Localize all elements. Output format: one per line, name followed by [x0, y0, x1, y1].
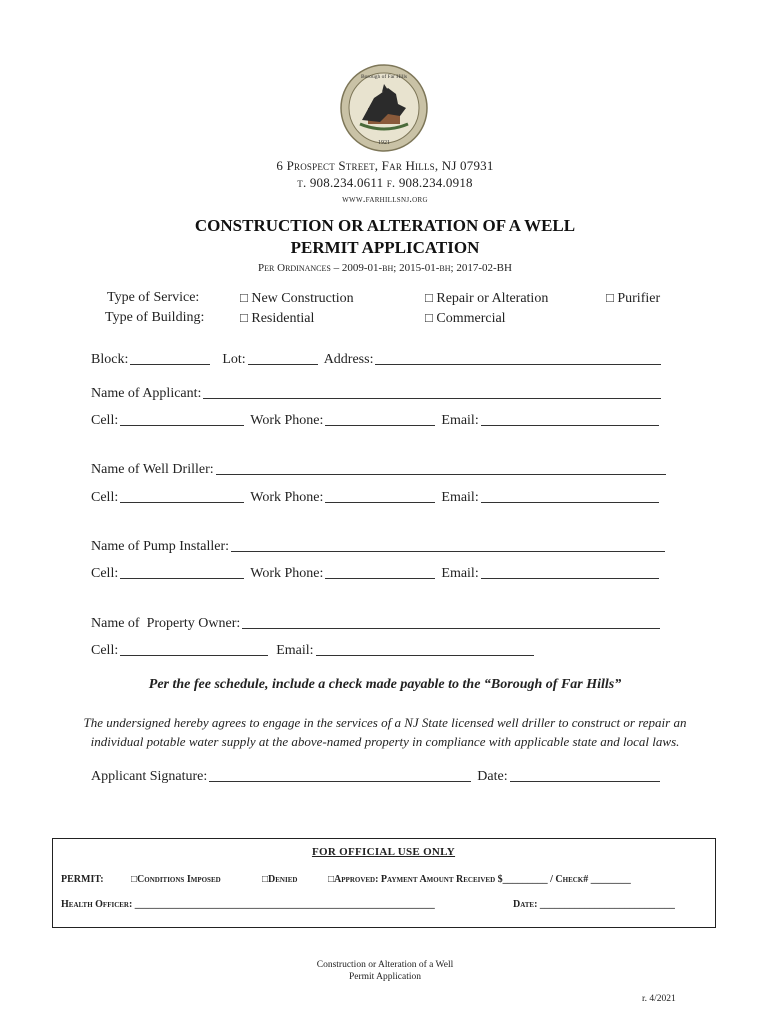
owner-cell-field[interactable] — [120, 641, 268, 656]
form-subtitle: PERMIT APPLICATION — [290, 238, 480, 257]
driller-name-field[interactable] — [216, 460, 666, 475]
property-owner-label: Name of Property Owner: — [91, 616, 241, 631]
option-new-construction[interactable] — [240, 290, 354, 307]
cell-label: Cell: — [91, 490, 119, 505]
option-commercial[interactable] — [425, 310, 506, 327]
applicant-label: Name of Applicant: — [91, 386, 202, 401]
option-label: Commercial — [436, 311, 506, 326]
revision-date: r. 4/2021 — [642, 994, 676, 1004]
signature-field[interactable] — [209, 767, 471, 782]
email-label: Email: — [441, 566, 479, 581]
phone-line: t. 908.234.0611 f. 908.234.0918 — [297, 175, 473, 190]
driller-email-field[interactable] — [481, 488, 659, 503]
email-label: Email: — [276, 643, 314, 658]
agreement-line-1: The undersigned hereby agrees to engage in the services of a NJ State licensed well driller to construct or repair an — [83, 715, 687, 730]
block-label: Block: — [91, 352, 129, 367]
pump-installer-name-field[interactable] — [231, 537, 665, 552]
footer-subtitle: Permit Application — [348, 972, 422, 982]
approved-checkbox[interactable]: □Approved: Payment Amount Received $_________ / Check# ________ — [328, 874, 631, 885]
option-label: Residential — [251, 311, 315, 326]
lot-label: Lot: — [222, 352, 246, 367]
block-lot-address-row — [91, 350, 667, 368]
applicant-cell-field[interactable] — [120, 411, 244, 426]
date-label: Date: — [477, 769, 508, 784]
owner-contact-row — [91, 641, 540, 659]
driller-row — [91, 460, 672, 478]
pump-installer-label: Name of Pump Installer: — [91, 539, 230, 554]
option-residential[interactable] — [240, 310, 314, 327]
pump-row — [91, 537, 671, 555]
pump-cell-field[interactable] — [120, 564, 244, 579]
applicant-name-field[interactable] — [203, 384, 661, 399]
checkbox-icon[interactable]: □ — [240, 310, 248, 325]
pump-contact-row — [91, 564, 665, 582]
ordinances-line: Per Ordinances – 2009-01-bh; 2015-01-bh; 2017-02-BH — [258, 262, 512, 274]
lot-field[interactable] — [248, 350, 318, 365]
official-use-box — [52, 838, 716, 928]
seal-name: Borough of Far Hills — [361, 74, 407, 80]
footer-title: Construction or Alteration of a Well — [316, 960, 454, 970]
type-of-service-label: Type of Service: — [107, 290, 200, 305]
owner-row — [91, 614, 666, 632]
fee-instruction: Per the fee schedule, include a check made payable to the “Borough of Far Hills” — [148, 677, 622, 692]
borough-seal-logo — [340, 64, 428, 152]
applicant-row — [91, 384, 667, 402]
official-use-title: FOR OFFICIAL USE ONLY — [311, 846, 456, 858]
signature-row — [91, 767, 666, 785]
cell-label: Cell: — [91, 413, 119, 428]
pump-email-field[interactable] — [481, 564, 659, 579]
driller-contact-row — [91, 488, 665, 506]
pump-work-phone-field[interactable] — [325, 564, 435, 579]
official-date-line[interactable]: Date: ___________________________ — [513, 899, 675, 910]
checkbox-icon[interactable]: □ — [240, 290, 248, 305]
health-officer-line[interactable]: Health Officer: ____________________________________________________________ — [61, 899, 435, 910]
driller-label: Name of Well Driller: — [91, 462, 214, 477]
driller-cell-field[interactable] — [120, 488, 244, 503]
checkbox-icon[interactable]: □ — [425, 290, 433, 305]
form-title: CONSTRUCTION OR ALTERATION OF A WELL — [194, 216, 576, 235]
address-line: 6 Prospect Street, Far Hills, NJ 07931 — [276, 158, 494, 173]
email-label: Email: — [441, 490, 479, 505]
block-field[interactable] — [130, 350, 210, 365]
signature-date-field[interactable] — [510, 767, 660, 782]
permit-label: PERMIT: — [61, 874, 104, 885]
work-phone-label: Work Phone: — [250, 566, 324, 581]
option-label: Repair or Alteration — [436, 291, 549, 306]
option-purifier[interactable] — [606, 290, 660, 307]
signature-label: Applicant Signature: — [91, 769, 208, 784]
seal-year: 1921 — [378, 140, 390, 146]
cell-label: Cell: — [91, 566, 119, 581]
address-label: Address: — [323, 352, 374, 367]
website-line: www.farhillsnj.org — [342, 194, 428, 205]
option-label: New Construction — [251, 291, 354, 306]
applicant-email-field[interactable] — [481, 411, 659, 426]
checkbox-icon[interactable]: □ — [606, 290, 614, 305]
applicant-work-phone-field[interactable] — [325, 411, 435, 426]
type-of-building-label: Type of Building: — [105, 310, 205, 325]
denied-checkbox[interactable]: □Denied — [262, 874, 298, 885]
conditions-imposed-checkbox[interactable]: □Conditions Imposed — [131, 874, 221, 885]
applicant-contact-row — [91, 411, 665, 429]
owner-email-field[interactable] — [316, 641, 534, 656]
work-phone-label: Work Phone: — [250, 490, 324, 505]
checkbox-icon[interactable]: □ — [425, 310, 433, 325]
cell-label: Cell: — [91, 643, 119, 658]
agreement-line-2: individual potable water supply at the above-named property in compliance with applicable state and local laws. — [90, 734, 680, 749]
option-repair-alteration[interactable] — [425, 290, 548, 307]
address-field[interactable] — [375, 350, 661, 365]
option-label: Purifier — [617, 291, 661, 306]
driller-work-phone-field[interactable] — [325, 488, 435, 503]
email-label: Email: — [441, 413, 479, 428]
property-owner-name-field[interactable] — [242, 614, 660, 629]
work-phone-label: Work Phone: — [250, 413, 324, 428]
